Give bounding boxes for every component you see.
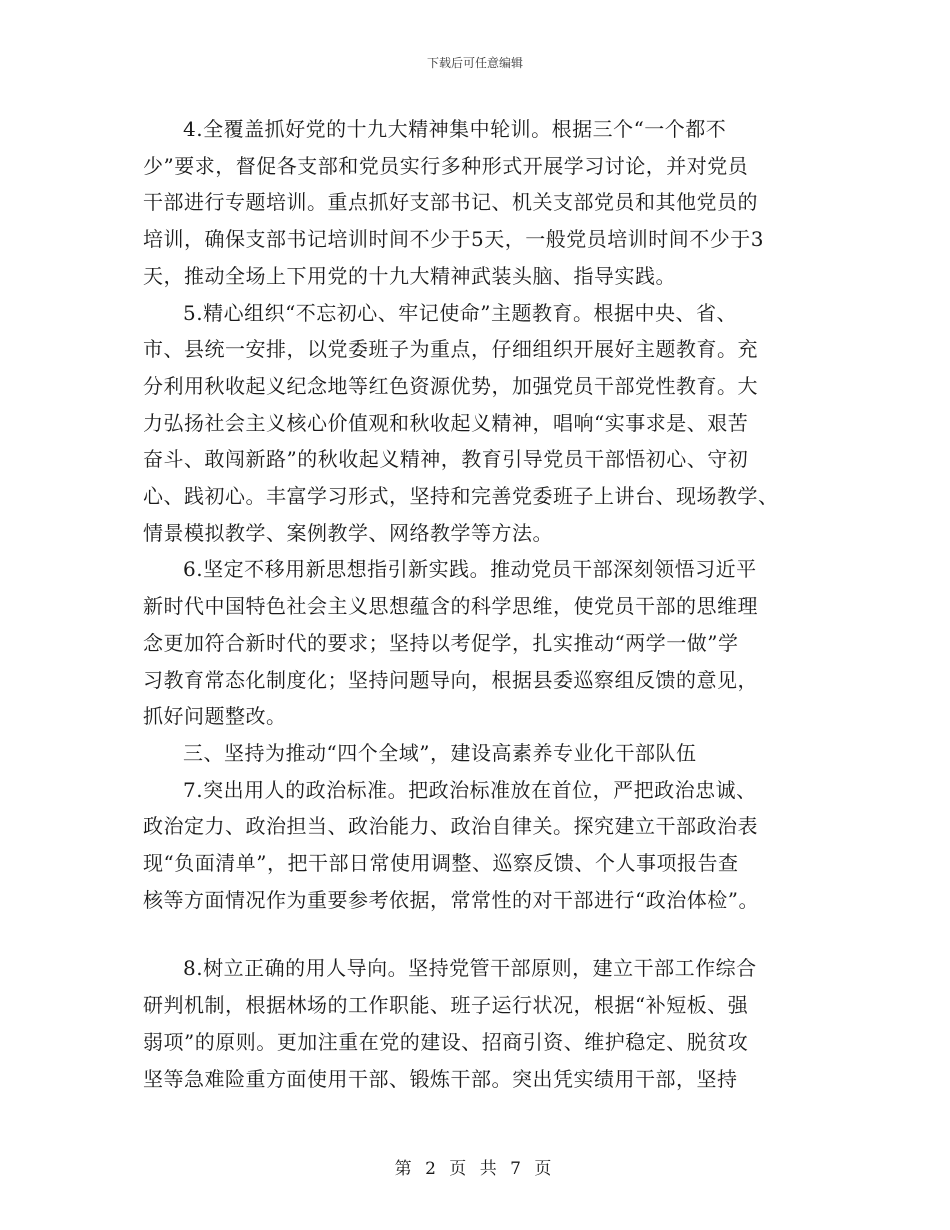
paragraph-line: 少”要求，督促各支部和党员实行多种形式开展学习讨论，并对党员 — [143, 153, 749, 178]
paragraph-line: 干部进行专题培训。重点抓好支部书记、机关支部党员和其他党员的 — [143, 190, 758, 215]
paragraph-line: 8.树立正确的用人导向。坚持党管干部原则，建立干部工作综合 — [183, 956, 757, 981]
paragraph-line: 抓好问题整改。 — [143, 704, 287, 729]
paragraph-line: 核等方面情况作为重要参考依据，常常性的对干部进行“政治体检”。 — [143, 887, 759, 912]
section-heading-3 — [143, 735, 808, 772]
paragraph-7 — [143, 772, 808, 919]
paragraph-line: 情景模拟教学、案例教学、网络教学等方法。 — [143, 520, 553, 545]
paragraph-line: 7.突出用人的政治标准。把政治标准放在首位，严把政治忠诚、 — [183, 777, 757, 802]
paragraph-line: 习教育常态化制度化；坚持问题导向，根据县委巡察组反馈的意见， — [143, 667, 758, 692]
paragraph-line: 现“负面清单”，把干部日常使用调整、巡察反馈、个人事项报告查 — [143, 851, 739, 876]
paragraph-line: 心、践初心。丰富学习形式，坚持和完善党委班子上讲台、现场教学、 — [143, 484, 779, 509]
paragraph-line: 政治定力、政治担当、政治能力、政治自律关。探究建立干部政治表 — [143, 814, 758, 839]
paragraph-line: 分利用秋收起义纪念地等红色资源优势，加强党员干部党性教育。大 — [143, 373, 758, 398]
paragraph-4 — [143, 111, 808, 295]
page-header-note: 下载后可任意编辑 — [426, 56, 523, 70]
paragraph-line: 力弘扬社会主义核心价值观和秋收起义精神，唱响“实事求是、艰苦 — [143, 410, 749, 435]
document-body — [143, 111, 808, 1097]
page-number-footer: 第 2 页 共 7 页 — [394, 1159, 556, 1179]
paragraph-8 — [143, 950, 808, 1097]
paragraph-line: 培训，确保支部书记培训时间不少于5天，一般党员培训时间不少于3 — [143, 227, 764, 252]
paragraph-line: 市、县统一安排，以党委班子为重点，仔细组织开展好主题教育。充 — [143, 337, 758, 362]
paragraph-line: 坚等急难险重方面使用干部、锻炼干部。突出凭实绩用干部，坚持 — [143, 1066, 738, 1091]
paragraph-line: 奋斗、敢闯新路”的秋收起义精神，教育引导党员干部悟初心、守初 — [143, 447, 749, 472]
paragraph-line: 研判机制，根据林场的工作职能、班子运行状况，根据“补短板、强 — [143, 993, 749, 1018]
paragraph-6 — [143, 551, 808, 735]
paragraph-5 — [143, 295, 808, 552]
paragraph-line: 5.精心组织“不忘初心、牢记使命”主题教育。根据中央、省、 — [183, 300, 738, 325]
paragraph-line: 天，推动全场上下用党的十九大精神武装头脑、指导实践。 — [143, 263, 676, 288]
heading-line: 三、坚持为推动“四个全域”，建设高素养专业化干部队伍 — [183, 740, 697, 765]
paragraph-line: 6.坚定不移用新思想指引新实践。推动党员干部深刻领悟习近平 — [183, 557, 757, 582]
paragraph-gap — [143, 918, 808, 950]
paragraph-line: 新时代中国特色社会主义思想蕴含的科学思维，使党员干部的思维理 — [143, 594, 758, 619]
paragraph-line: 念更加符合新时代的要求；坚持以考促学，扎实推动“两学一做”学 — [143, 630, 739, 655]
paragraph-line: 4.全覆盖抓好党的十九大精神集中轮训。根据三个“一个都不 — [183, 117, 727, 141]
paragraph-line: 弱项”的原则。更加注重在党的建设、招商引资、维护稳定、脱贫攻 — [143, 1029, 749, 1054]
